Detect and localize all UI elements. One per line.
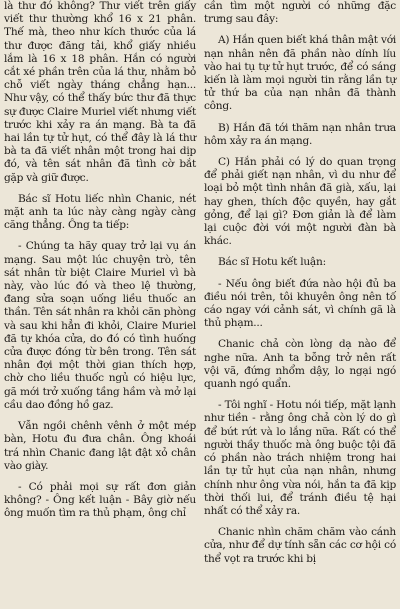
paragraph: B) Hắn đã tới thăm nạn nhân trưa hôm xảy ra án mạng. <box>204 121 396 147</box>
paragraph: Bác sĩ Hotu kết luận: <box>218 256 326 269</box>
paragraph: - Tôi nghĩ - Hotu nói tiếp, mặt lạnh như tiền - rằng ông chả còn lý do gì để bứt rứt và lo lắng nữa. Rất có thể người thầy thuốc mà ông buộc tội đã có phần nào trách nhiệm trong hai lần tự tử hụt của nạn nhân, nhưng chính như ông vừa nói, hắn ta đã kịp thời thối lui, để tránh điều tệ hại nhất có thể xảy ra. <box>204 399 396 517</box>
paragraph: Chanic nhìn chăm chăm vào cánh cửa, như để dự tính sẵn các cơ hội có thể vọt ra trước khi bị <box>204 526 396 565</box>
paragraph: Bác sĩ Hotu liếc nhìn Chanic, nét mặt anh ta lúc này càng ngày càng căng thẳng. Ông ta tiếp: <box>4 192 196 232</box>
left-text-column <box>4 0 196 609</box>
paragraph: - Chúng ta hãy quay trở lại vụ án mạng. Sau một lúc chuyện trò, tên sát nhân từ biệt Claire Muriel vì bà này, vào lúc đó và theo lệ thường, đang sửa soạn uống liều thuốc an thần. Tên sát nhân ra khỏi căn phòng và sau khi hẳn đi khỏi, Claire Muriel đã tự khóa cửa, do đó có tình huống cửa được đóng từ bên trong. Tên sát nhân đợi một thời gian thích hợp, chờ cho liều thuốc ngủ có hiệu lực, gã mới trở xuống tầng hầm và mở lại cầu dao đồng hồ gaz. <box>4 240 196 411</box>
paragraph: là thư đó không? Thư viết trên giấy viết thư thường khổ 16 x 21 phân. Thế mà, theo như kích thước của lá thư được đăng tải, khổ giấy nhiều lắm là 16 x 18 phân. Hắn có người cắt xé phần trên của lá thư, nhằm bỏ chỗ viết ngày tháng chẳng hạn... Như vậy, có thể thấy bức thư đã thực sự được Claire Muriel viết nhưng viết trước khi xảy ra án mạng. Bà ta đã hai lần tự tử hụt, có thể đây là lá thư bà ta đã viết nhân một trong hai dịp đó, và tên sát nhân đã tình cờ bắt gặp và giữ được. <box>4 0 196 184</box>
paragraph: Chanic chả còn lòng dạ nào để nghe nữa. Anh ta bỗng trở nên rất vội vã, đứng nhổm dậy, lo ngại ngó quanh ngó quẩn. <box>204 338 396 391</box>
right-text-column <box>204 0 396 609</box>
paragraph: - Nếu ông biết đứa nào hội đủ ba điều nói trên, tôi khuyên ông nên tố cáo ngay với cảnh sát, vì chính gã là thủ phạm... <box>204 277 396 330</box>
paragraph: cần tìm một người có những đặc trưng sau đây: <box>204 0 396 26</box>
paragraph: Vẫn ngồi chênh vênh ở một mép bàn, Hotu đu đưa chân. Ông khoái trá nhìn Chanic đang lật đật xỏ chân vào giày. <box>4 420 196 472</box>
paragraph: - Có phải mọi sự rất đơn giản không? - Ông kết luận - Bây giờ nếu ông muốn tìm ra thủ phạm, ông chỉ <box>4 480 196 520</box>
paragraph: A) Hắn quen biết khá thân mật với nạn nhân nên đã phần nào dính líu vào hai tụ tự tử hụt trước, để có sáng kiến là làm mọi người tin rằng lần tự tử thứ ba của nạn nhân đã thành công. <box>204 34 396 113</box>
paragraph: C) Hắn phải có lý do quan trọng để phải giết nạn nhân, vì du như để loại bỏ một tình nhân đã già, xấu, lại hay ghen, thích độc quyền, hay gắt gỏng, để lại gì? Đơn giản là để làm lại cuộc đời với một người đàn bà khác. <box>204 156 396 248</box>
